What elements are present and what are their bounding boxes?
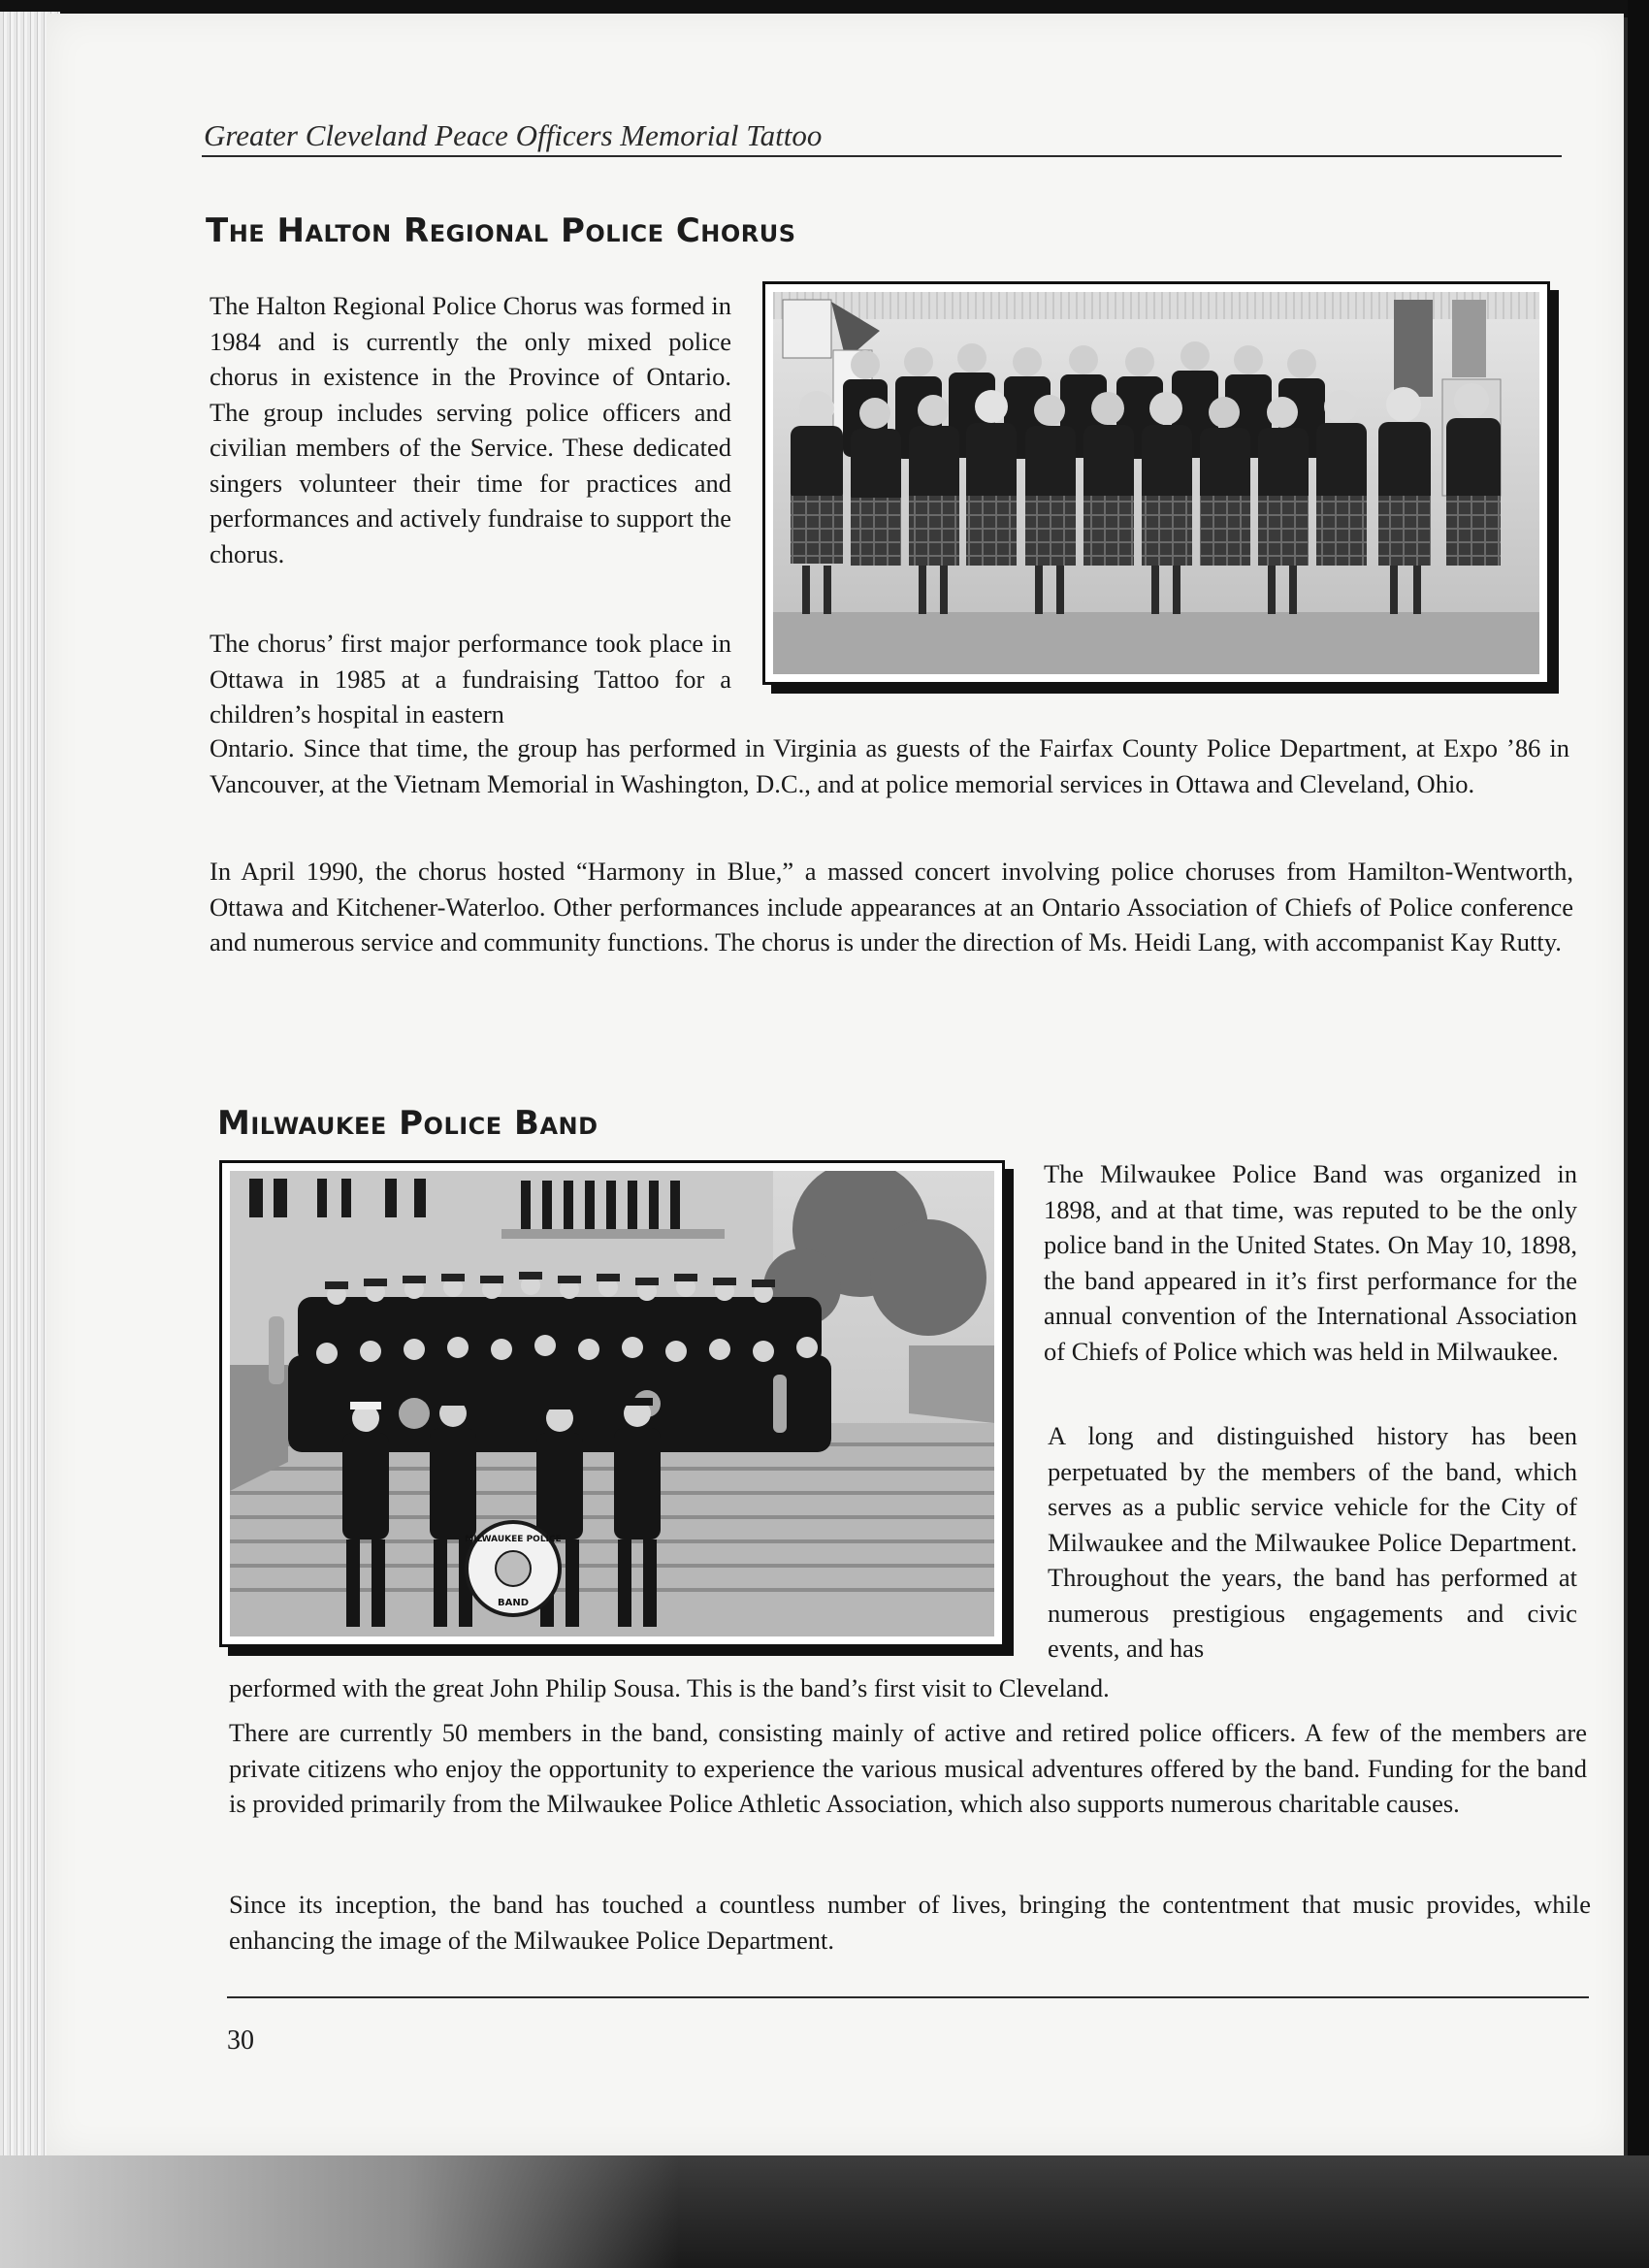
section-title-milwaukee: Milwaukee Police Band [217, 1104, 598, 1143]
band-photo-image [230, 1171, 994, 1636]
chorus-photo-frame [762, 281, 1550, 685]
milwaukee-paragraph-1: The Milwaukee Police Band was organized in 1898, and at that time, was reputed to be the only police band in the United States. On May 10, 1898, the band appeared in it’s first performance for the annual convention of the International Association of Chiefs of Police which was held in Milwaukee. [1044, 1159, 1577, 1366]
chorus-photo-image [773, 292, 1539, 674]
footer-rule [227, 1996, 1589, 1998]
halton-paragraph-3: In April 1990, the chorus hosted “Harmony in Blue,” a massed concert involving police choruses from Hamilton-Wentworth, Ottawa and Kitchener-Waterloo. Other performances include appearances at an Ontario Association of Chiefs of Police conference and numerous service and community functions. The chorus is under the direction of Ms. Heidi Lang, with accompanist Kay Rutty. [210, 857, 1573, 956]
scan-bottom-glare [0, 2155, 679, 2268]
milwaukee-paragraph-4: Since its inception, the band has touched a countless number of lives, bringing the contentment that music provides, while enhancing the image of the Milwaukee Police Department. [229, 1890, 1591, 1955]
halton-paragraph-2: The chorus’ first major performance took place in Ottawa in 1985 at a fundraising Tattoo for a children’s hospital in eastern [210, 629, 731, 729]
section-title-halton: The Halton Regional Police Chorus [206, 211, 796, 250]
milwaukee-paragraph-2: A long and distinguished history has been perpetuated by the members of the band, which serves as a public service vehicle for the City of Milwaukee and the Milwaukee Police Department. Throughout the years, the band has performed at numerous prestigious engagements and civic events, and has [1048, 1421, 1577, 1663]
running-header: Greater Cleveland Peace Officers Memorial Tattoo [204, 118, 823, 152]
bass-drum [465, 1522, 561, 1615]
halton-paragraph-2-cont: Ontario. Since that time, the group has performed in Virginia as guests of the Fairfax County Police Department, at Expo ’86 in Vancouver, at the Vietnam Memorial in Washington, D.C., and at police memorial services in Ottawa and Cleveland, Ohio. [210, 733, 1569, 798]
halton-paragraph-1: The Halton Regional Police Chorus was formed in 1984 and is currently the only mixed police chorus in existence in the Province of Ontario. The group includes serving police officers and civilian members of the Service. These dedicated singers volunteer their time for practices and performances and actively fundraise to support the chorus. [210, 291, 731, 568]
band-photo [230, 1171, 994, 1636]
drum-text-top: MILWAUKEE POLICE [465, 1535, 562, 1544]
milwaukee-paragraph-3: There are currently 50 members in the band, consisting mainly of active and retired police officers. A few of the members are private citizens who enjoy the opportunity to experience the various musical adventures offered by the band. Funding for the band is provided primarily from the Milwaukee Police Athletic Association, which also supports numerous charitable causes. [229, 1718, 1587, 1818]
header-rule [202, 155, 1562, 157]
milwaukee-paragraph-2-cont: performed with the great John Philip Sousa. This is the band’s first visit to Cleveland. [229, 1673, 1110, 1702]
chorus-photo [773, 292, 1539, 674]
drum-text-bottom: BAND [497, 1598, 530, 1608]
page-number: 30 [227, 2025, 254, 2056]
scan-right-edge [1628, 0, 1649, 2268]
band-photo-frame [219, 1160, 1005, 1647]
